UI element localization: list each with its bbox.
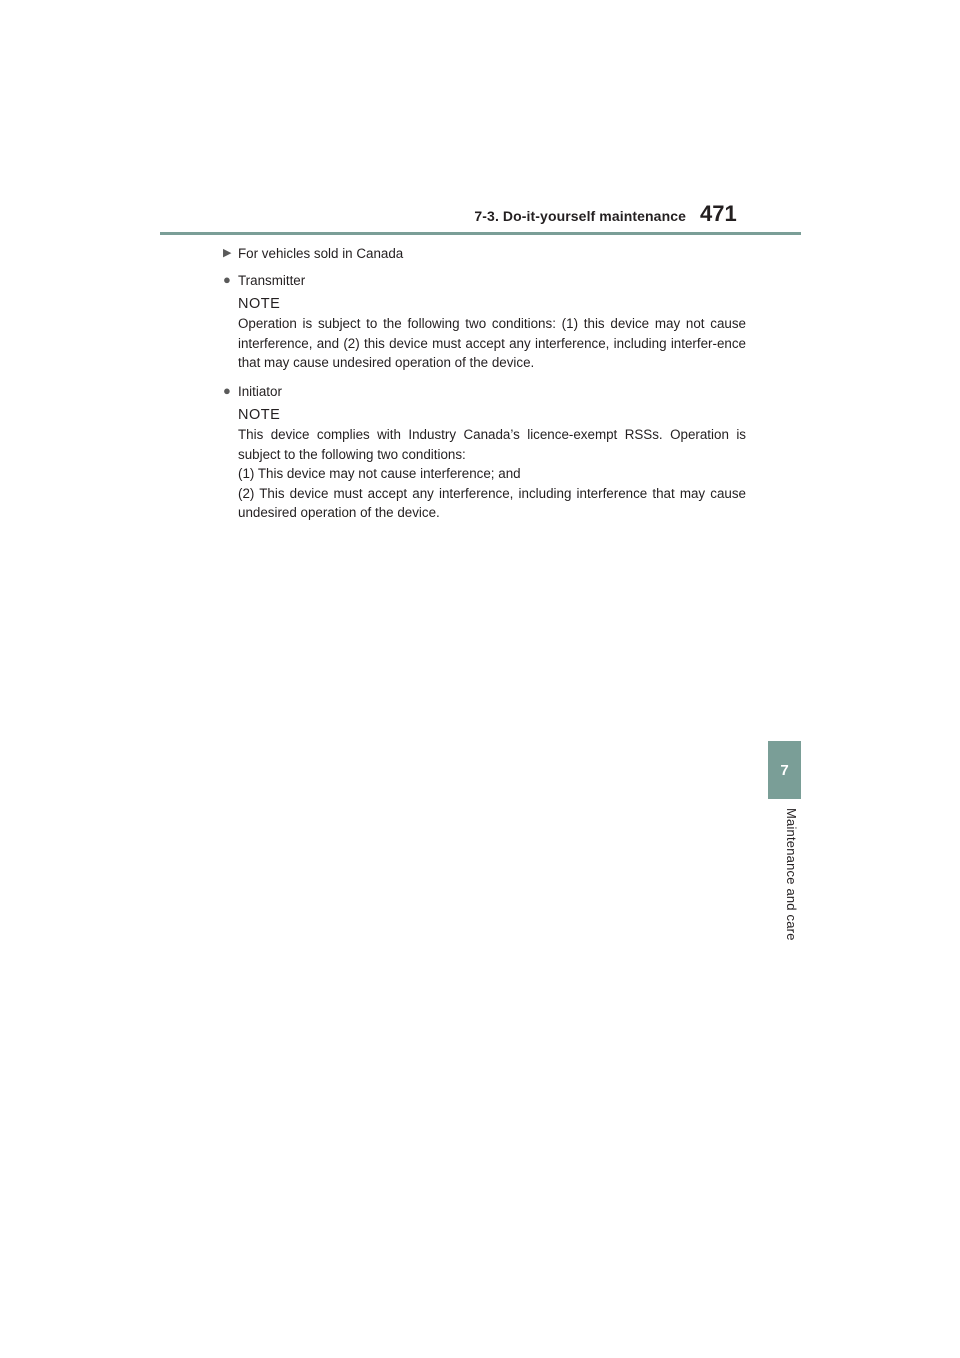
header-divider: [160, 232, 801, 235]
initiator-note-line2: (1) This device may not cause interference; and: [238, 466, 521, 481]
initiator-note-line1: This device complies with Industry Canada’s licence-exempt RSSs. Operation is subject to the following two conditions:: [238, 427, 746, 462]
note-label: NOTE: [238, 407, 281, 423]
initiator-title: Initiator: [238, 383, 282, 399]
transmitter-note: [223, 294, 746, 373]
initiator-heading: [223, 382, 746, 402]
transmitter-title: Transmitter: [238, 272, 306, 288]
section-title: 7-3. Do-it-yourself maintenance: [474, 208, 686, 224]
transmitter-heading: [223, 271, 746, 291]
region-heading: [223, 244, 746, 264]
region-heading-text: For vehicles sold in Canada: [238, 246, 404, 261]
circle-bullet-icon: ●: [223, 271, 231, 287]
page-number: 471: [700, 201, 737, 226]
initiator-note-line3: (2) This device must accept any interference, including interference that may cause undesired operation of the device.: [238, 485, 746, 520]
circle-bullet-icon: ●: [223, 382, 231, 398]
chapter-tab: [768, 741, 801, 799]
transmitter-note-text: Operation is subject to the following two conditions: (1) this device may not cause interference, and (2) this device must accept any interference, including interfer-ence that may cause undesired operation of the device.: [238, 316, 746, 370]
page-content: [223, 244, 746, 523]
initiator-note: [223, 405, 746, 523]
triangle-bullet-icon: ▶: [223, 247, 232, 259]
note-label: NOTE: [238, 296, 281, 312]
chapter-label: Maintenance and care: [784, 808, 799, 941]
chapter-number: 7: [780, 761, 789, 779]
